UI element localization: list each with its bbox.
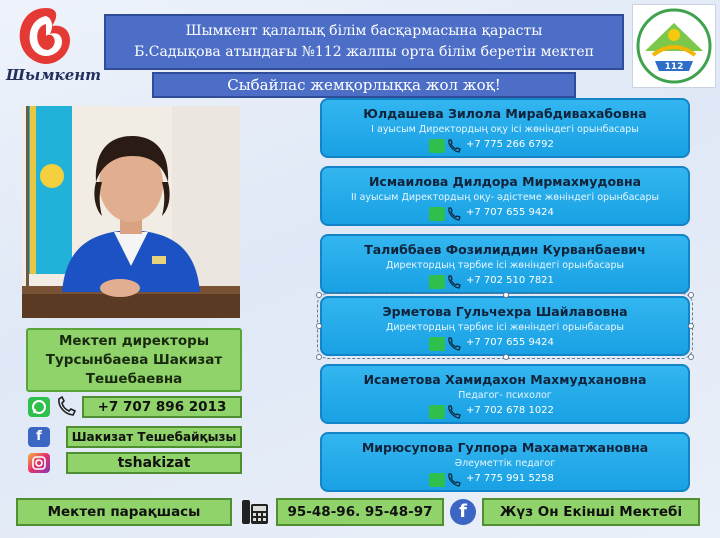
director-instagram-row [26,452,242,474]
deputy-phone-line [322,335,688,353]
header-line-1: Шымкент қалалық білім басқармасына қарасты [185,23,543,39]
city-emblem-icon [6,4,86,68]
deputy-phone[interactable]: +7 707 655 9424 [466,207,554,218]
selection-handle[interactable] [316,323,322,329]
selection-handle[interactable] [316,354,322,360]
deputy-name: Талиббаев Фозилиддин Курванбаевич [364,242,646,257]
whatsapp-icon [429,405,445,419]
director-instagram[interactable]: tshakizat [66,452,242,474]
deputy-card[interactable] [320,234,690,294]
whatsapp-icon [28,397,50,417]
instagram-icon [28,453,50,473]
deputy-card[interactable] [320,296,690,356]
deputy-phone[interactable]: +7 775 266 6792 [466,139,554,150]
deputy-phone-line [322,273,688,291]
deputy-role: II ауысым Директордың оқу- әдістеме жөніндегі орынбасары [350,192,660,203]
phone-icon [446,404,462,420]
deputy-name: Эрметова Гульчехра Шайлавовна [382,304,628,319]
phone-icon [446,206,462,222]
selection-handle[interactable] [688,323,694,329]
director-facebook[interactable]: Шакизат Тешебайқызы [66,426,242,448]
deputy-role: Әлеуметтік педагог [454,458,556,469]
landline-numbers[interactable]: 95-48-96. 95-48-97 [276,498,444,526]
city-logo-text: Шымкент [6,66,102,84]
deputy-role: Директордың тәрбие ісі жөніндегі орынбасары [385,322,625,333]
director-name-line2: Тешебаевна [85,371,183,387]
deputy-phone-line [322,403,688,421]
deputy-card[interactable] [320,98,690,158]
landline-phone-icon [240,496,270,528]
phone-icon [446,274,462,290]
deputy-card[interactable] [320,432,690,492]
selection-handle[interactable] [503,354,509,360]
deputy-phone-line [322,205,688,223]
director-phone-row [26,396,242,418]
deputy-name: Исаметова Хамидахон Махмудхановна [363,372,647,387]
director-title: Мектеп директоры [58,333,210,349]
selection-handle[interactable] [688,292,694,298]
deputy-name: Юлдашева Зилола Мирабдивахабовна [363,106,647,121]
phone-icon [446,138,462,154]
phone-icon [446,336,462,352]
director-name-line1: Турсынбаева Шакизат [45,352,223,368]
school-facebook-button[interactable]: Жүз Он Екінші Мектебі [482,498,700,526]
deputy-phone[interactable]: +7 702 510 7821 [466,275,554,286]
whatsapp-icon [429,275,445,289]
deputy-phone-line [322,137,688,155]
deputy-role: I ауысым Директордың оқу ісі жөніндегі орынбасары [371,124,639,135]
phone-icon [54,396,76,416]
director-card [26,328,242,392]
director-phone[interactable]: +7 707 896 2013 [82,396,242,418]
school-header [104,14,624,70]
director-photo [22,106,240,318]
selection-handle[interactable] [316,292,322,298]
deputy-role: Директордың тәрбие ісі жөніндегі орынбасары [385,260,625,271]
whatsapp-icon [429,337,445,351]
facebook-icon: f [28,427,50,447]
deputy-role: Педагог- психолог [458,390,552,401]
deputy-card[interactable] [320,166,690,226]
director-portrait-icon [22,106,240,318]
motto-banner: Сыбайлас жемқорлыққа жол жоқ! [152,72,576,98]
selection-handle[interactable] [503,292,509,298]
whatsapp-icon [429,207,445,221]
deputy-name: Мирюсупова Гулпора Махаматжановна [361,440,649,455]
city-logo [6,4,102,100]
header-line-2: Б.Садықова атындағы №112 жалпы орта білім беретін мектеп [134,44,594,60]
facebook-icon: f [450,499,476,525]
school-page-button[interactable]: Мектеп парақшасы [16,498,232,526]
deputy-phone-line [322,471,688,489]
selection-handle[interactable] [688,354,694,360]
school-emblem-icon [633,5,715,87]
director-facebook-row [26,426,242,448]
deputy-phone[interactable]: +7 702 678 1022 [466,405,554,416]
school-logo-number: 112 [664,62,684,72]
whatsapp-icon [429,139,445,153]
whatsapp-icon [429,473,445,487]
deputy-phone[interactable]: +7 775 991 5258 [466,473,554,484]
deputy-name: Исмаилова Дилдора Мирмахмудовна [368,174,642,189]
deputy-phone[interactable]: +7 707 655 9424 [466,337,554,348]
phone-icon [446,472,462,488]
school-logo [632,4,716,88]
deputy-card[interactable] [320,364,690,424]
